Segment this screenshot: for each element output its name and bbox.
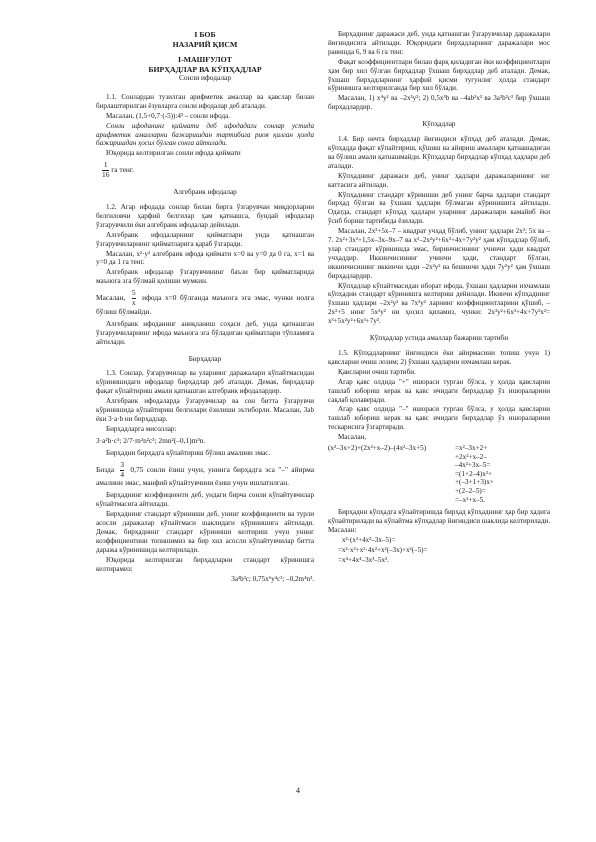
chapter-title: БИРҲАДЛАР ВА КЎПҲАДЛАР bbox=[148, 64, 262, 74]
paragraph: Бирҳаднинг даражаси деб, унда қатнашган ўзгарувчилар даражалари йиғиндисига айтилади. Юқоридаги бирҳадларнинг даражалари мос равишда 6, 9 ва 6 га тенг. bbox=[328, 30, 550, 56]
section-heading-monomials: Бирҳадлар bbox=[188, 354, 222, 363]
calc-row bbox=[328, 496, 550, 505]
calc-lhs bbox=[328, 470, 448, 479]
section-heading-numeric-expressions: Сонли ифодалар bbox=[178, 73, 232, 82]
calc-lhs: (x²–3x+2)+(2x²+x–2)–(4x²–3x+5) bbox=[328, 444, 427, 453]
calc-rhs: =x²–3x+2+ bbox=[455, 444, 488, 453]
definition-paragraph: Сонли ифоданинг қиймати деб ифодадаги сонлар устида арифметик амалларни бажаришдан тартибига риоя қилган ҳолда бажаришдан ҳосил бўлган сонга айтилади. bbox=[96, 121, 314, 148]
section-heading-polynomials: Кўпҳадлар bbox=[422, 120, 456, 129]
fraction-line bbox=[96, 461, 314, 489]
fraction-denominator: x bbox=[131, 298, 136, 308]
fraction-tail: 0,75 сонли ёзиш учун, унинга бирҳадга эса "–" айирма амалини эмас, манфий кўпайтувчини ёзиш учун ишлатилган. bbox=[96, 464, 314, 488]
paragraph: Алгебраик ифодаларда ўзгарувчилар ва сон битта ўзгарувчи кўринишида кўпайтириш белгилари ёзилиши эътиборли. Масалан, 3ab ёки 3·a·b ни бирҳадлар. bbox=[96, 397, 314, 423]
calc-row bbox=[328, 461, 550, 470]
paragraph: Кўпҳаднинг даражаси деб, унинг ҳадлари даражаларининг энг каттасига айтилади. bbox=[328, 171, 550, 189]
calc-rhs: =(1+2–4)x²+ bbox=[455, 469, 493, 478]
calc-row bbox=[328, 453, 550, 462]
fraction-prefix: Масалан, bbox=[96, 293, 126, 303]
fraction-numerator: 3 bbox=[120, 459, 125, 469]
paragraph: Алгебраик ифоданинг аниқланиш соҳаси деб, унда қатнашган ўзгарувчиларнинг ифода маънога эга бўладиган қийматлари тўпламига айтилади. bbox=[96, 319, 314, 346]
paragraph: Бирҳадларга мисоллар: bbox=[106, 424, 177, 433]
calc-lhs bbox=[328, 496, 448, 505]
page-number: 4 bbox=[296, 786, 300, 795]
paragraph: Бирҳаднинг коэффициенти деб, ундаги бирча сонли кўпайтувчилар кўпайтмасига айтилади. bbox=[96, 491, 314, 509]
fraction-denominator: 4 bbox=[120, 469, 125, 479]
calc-row bbox=[328, 478, 550, 487]
calc-rhs: +(–3+1+3)x+ bbox=[455, 478, 494, 487]
paragraph: Юқорида келтирилган сонли ифода қиймати bbox=[106, 149, 241, 158]
right-column bbox=[328, 30, 550, 566]
paragraph: 1.2. Агар ифодада сонлар билан бирга ўзгарувчан миқдорларни белгиловчи ҳарфий белгилар ҳам қатнашса, бундай ифодалар ўзгарувчили ёки алгебраик ифодалар дейилади. bbox=[96, 202, 314, 229]
paragraph: Кўпҳаднинг стандарт кўриниши деб унинг барча ҳадлари стандарт бирҳад бўлган ва ўхшаш ҳадлари бўлмаган кўринишига айтилади. Одатда, стандарт кўпҳад ҳадлари уларнинг даражалари камайиб ёки ўсиб бориш тартибида ёзилади. bbox=[328, 190, 550, 226]
calc-row bbox=[328, 487, 550, 496]
calc-rhs: +(2–2–5)= bbox=[455, 487, 486, 496]
chapter-heading: I-МАШҒУЛОТ bbox=[178, 55, 232, 64]
paragraph: Фақат коэффициентлари билан фарқ қиладиган ёки коэффициентлари ҳам бир хил бўлган бирҳадлар ўхшаш бирҳадлар деб аталади. Демак, ўхшаш бирҳадларнинг ҳарфий қисми тугунлиг ҳолда стандарт кўринишга келтирилганда бир хил бўлади. bbox=[328, 57, 550, 93]
paragraph: Агар қавс олдида "–" ишораси турган бўлса, у ҳолда қавсларни ташлаб юбориш керак ва қавс ичидаги бирҳадлар ўз ишораларини тескарисига ўзгартиради. bbox=[328, 405, 550, 432]
fraction-denominator: 16 bbox=[102, 170, 110, 180]
fraction-numerator: 1 bbox=[103, 160, 108, 170]
formula-line: =x⁴+4x⁴–3x³–5x². bbox=[338, 555, 389, 564]
section-heading-algebraic: Алгебраик ифодалар bbox=[173, 188, 237, 197]
calc-lhs bbox=[328, 487, 448, 496]
fraction-line bbox=[96, 161, 314, 180]
fraction-tail: ифода x=0 бўлганда маънога эга эмас, чунки нолга бўлиш бўлмайди. bbox=[96, 293, 314, 316]
paragraph: Бирҳаднинг стандарт кўриниши деб, унинг коэффициенти ва турли асосли даражалар кўпайтмаси шаклидаги кўринишига айтилади. Демак, бирҳаднинг стандарт кўриниши келтириш учун унинг коэффициентини топишимиз ва бир хил асосли кўпайтувчилар битта даража кўринишида келтирилади. bbox=[96, 510, 314, 554]
fraction-numerator: 5 bbox=[131, 288, 136, 298]
paragraph: 1.3. Сонлар, ўзгарувчилар ва уларнинг даражалари кўпайтмасидан кўринишидаги ифодалар бирҳадлар деб аталади. Демак, бирҳадлар фақат кўпайтириш амали қатнашган алгебраик ифодалардир. bbox=[96, 369, 314, 396]
calc-rhs: –4x²+3x–5= bbox=[455, 461, 491, 470]
paragraph: Бирҳадни кўпҳадга кўпайтиришда бирҳад кўпҳаднинг ҳар бир ҳадига кўпайтирилади ва кўпайтма кўпҳадлар йиғиндиси шаклида келтирилади. Масалан: bbox=[328, 508, 550, 535]
paragraph: Алгебраик ифодалар ўзгарувчининг баъзи бир қийматларида маънога эга бўлмай қолиши мумкин. bbox=[96, 268, 314, 286]
fraction-tail: га тенг. bbox=[111, 165, 134, 175]
formula-line: 3a³b³c; 0,75x⁶y⁴c²; –0,2m⁴n³. bbox=[231, 574, 314, 583]
paragraph: Масалан, (1,5+0,7·(-5)):4³ – сонли ифода. bbox=[106, 111, 230, 120]
calc-lhs bbox=[328, 453, 448, 462]
paragraph: Масалан, x²·y² алгебраик ифода қиймати x=0 ва y=0 да 0 га, x=1 ва y=0 да 1 га тенг. bbox=[96, 249, 314, 267]
fraction-prefix: Бизда bbox=[96, 464, 115, 474]
calc-lhs bbox=[328, 461, 448, 470]
paragraph: Масалан, 1) x⁴y² ва –2x²y²; 2) 0,5x³b ва –4ab²x³ ва 3a²b²c³ бир ўхшаш бирҳадлардир. bbox=[328, 94, 550, 112]
calc-lhs bbox=[328, 478, 448, 487]
paragraph: 1.5. Кўпҳадларнинг йиғиндиси ёки айирмасини топиш учун 1) қавсларни очиш лозим; 2) ўхшаш ҳадларни ихчамлаш керак. bbox=[328, 349, 550, 366]
paragraph: Юқорида келтирилган бирҳадларни стандарт кўринишга келтирамиз: bbox=[96, 555, 314, 573]
calc-row bbox=[328, 470, 550, 479]
paragraph: Бирҳадни бирҳадга кўпайтириш бўлиш амалини эмас. bbox=[106, 448, 271, 457]
formula-line: =x²·x²+x²·4x²+x²(–3x)+x²(–5)= bbox=[338, 545, 428, 554]
paragraph: Алгебраик ифодаларнинг қийматлари унда қатнашган ўзгарувчиларнинг қийматларига қараб ўзгаради. bbox=[96, 230, 314, 248]
paragraph: Қавсларни очиш тартиби. bbox=[338, 367, 416, 376]
calc-row bbox=[328, 444, 550, 453]
part-heading: I БОБ bbox=[194, 30, 216, 39]
calc-rhs: +2x²+x–2– bbox=[455, 452, 487, 461]
section-heading-operations: Кўпҳадлар устида амаллар бажариш тартиби bbox=[369, 334, 509, 343]
paragraph: Масалан, bbox=[338, 433, 367, 442]
formula-line: x²·(x²+4x²–3x–5)= bbox=[342, 535, 396, 544]
left-column bbox=[96, 30, 314, 584]
calculation-block bbox=[328, 444, 550, 504]
part-title: НАЗАРИЙ ҚИСМ bbox=[172, 39, 238, 49]
formula-line: 3·a²b·c³; 2/7·m²n²c³; 2mn²(–0,1)m³n. bbox=[96, 435, 206, 445]
calc-rhs: =–x²+x–5. bbox=[455, 495, 486, 504]
paragraph: 1.1. Сонлардан тузилган арифметик амаллар ва қавслар билан бирлаштирилган ёзувларга сонли ифодалар деб аталади. bbox=[96, 92, 314, 110]
paragraph: Кўпҳадлар кўпайтмасидан иборат ифода, ўхшаш ҳадларни ихчамлаш кўпҳадни стандарт кўринишга келтириш дейилади. Икинчи кўпҳаднинг ўхшаш ҳадлари –2x²y² ва 7x²y² ларнинг коэффициентларини қўшиб, –2x²+5 нинг 5x²y² ни ҳосил қиламиз, чунки: 2x³y²+6x³+4x+7y²x²= x³+5x²y²+6x³+7y². bbox=[328, 281, 550, 326]
paragraph: 1.4. Бир нечта бирҳадлар йиғиндиси кўпҳад деб аталади. Демак, кўпҳадда фақат кўпайтириш, қўшиш ва айириш амаллари қатнашадиган ва бўлиш амали қатнашмайди. Кўпҳадлар бирҳадлар кўпҳад ҳадлари деб аталади. bbox=[328, 135, 550, 170]
paragraph: Агар қавс олдида "+" ишораси турган бўлса, у ҳолда қавсларни ташлаб юбориш керак ва қавс ичидаги бирҳадлар ўз ишораларини сақлаб қолаверади. bbox=[328, 377, 550, 404]
paragraph: Масалан, 2x²+5x–7 – квадрат учҳад бўлиб, унинг ҳадлари 2x²; 5x ва –7. 2x²+3x²+1,5x–3x–9x–7 ва x³–2x²y²+6x³+4x+7y²y² ҳам кўпҳадлар бўлиб, улар стандарт кўринишда эмас, биринчисининг учинчи ҳади квадрат учҳаддир. Иккинчисининг учинчи ҳади, стандарт бўлган, иккинчисининг иккинчи ҳади –2x²y² ва бешинчи ҳади 7y²y² ҳам ўхшаш бирҳадлардир. bbox=[328, 227, 550, 280]
fraction-line bbox=[96, 289, 314, 317]
